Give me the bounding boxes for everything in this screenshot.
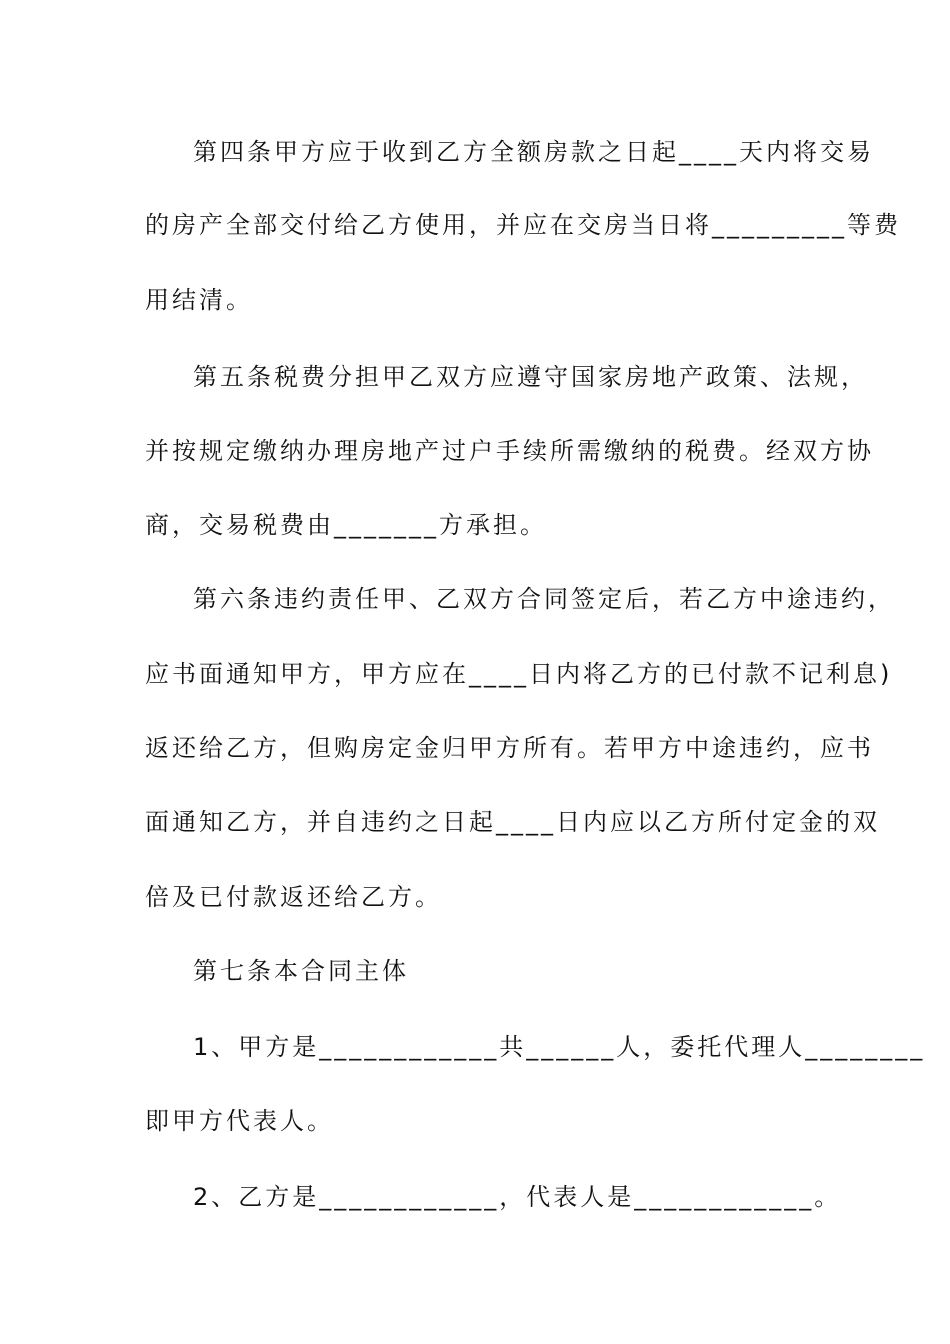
text-line-13: 1、甲方是____________共______人，委托代理人________	[193, 1033, 926, 1061]
text-line-6: 商，交易税费由_______方承担。	[145, 511, 547, 539]
text-line-3: 用结清。	[145, 286, 253, 314]
text-line-8: 应书面通知甲方，甲方应在____日内将乙方的已付款不记利息)	[145, 660, 893, 688]
text-line-9: 返还给乙方，但购房定金归甲方所有。若甲方中途违约，应书	[145, 734, 874, 762]
text-line-1: 第四条甲方应于收到乙方全额房款之日起____天内将交易	[193, 138, 874, 166]
text-line-15: 2、乙方是____________，代表人是____________。	[193, 1183, 842, 1211]
text-line-10: 面通知乙方，并自违约之日起____日内应以乙方所付定金的双	[145, 808, 880, 836]
text-line-11: 倍及已付款返还给乙方。	[145, 883, 442, 911]
section-heading: 第七条本合同主体	[193, 957, 409, 985]
text-line-5: 并按规定缴纳办理房地产过户手续所需缴纳的税费。经双方协	[145, 437, 874, 465]
text-line-2: 的房产全部交付给乙方使用，并应在交房当日将_________等费	[145, 211, 901, 239]
text-line-7: 第六条违约责任甲、乙双方合同签定后，若乙方中途违约，	[193, 585, 895, 613]
text-line-14: 即甲方代表人。	[145, 1107, 334, 1135]
text-line-4: 第五条税费分担甲乙双方应遵守国家房地产政策、法规，	[193, 363, 868, 391]
